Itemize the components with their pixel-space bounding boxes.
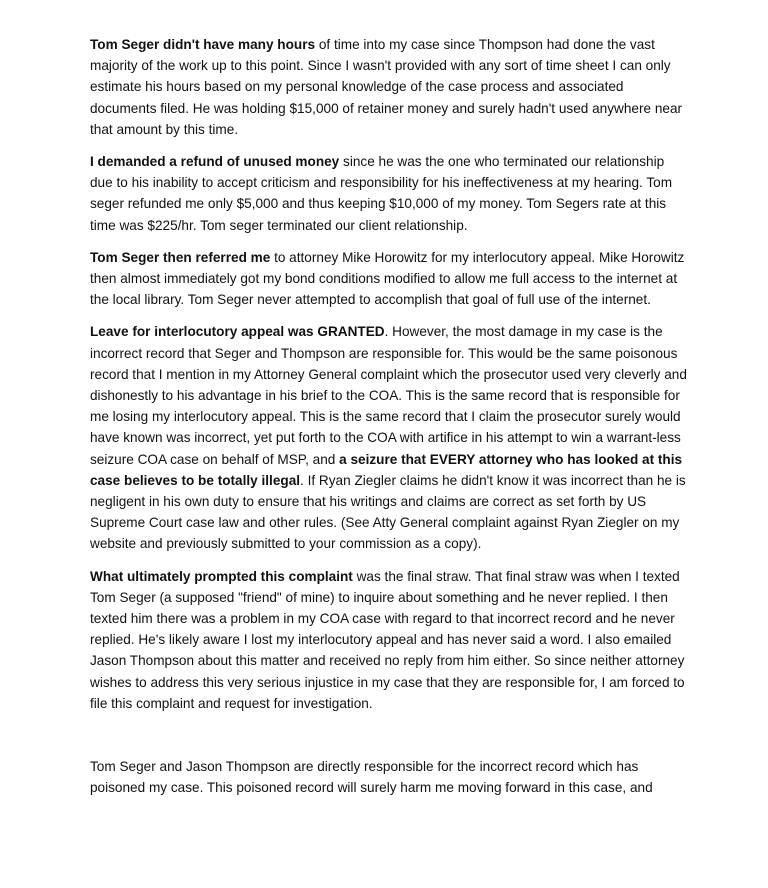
paragraph-lead: Leave for interlocutory appeal was GRANTED [90, 324, 385, 340]
paragraph-lead: Tom Seger didn't have many hours [90, 37, 316, 52]
paragraph-appeal [90, 321, 690, 554]
paragraph-lead: Tom Seger then referred me [90, 249, 271, 265]
paragraph-text: since he was the one who terminated our relationship due to his inability to accept criticism and responsibility for his ineffectiveness at my hearing. Tom seger refunded me only $5,000 and thus keeping $10,000 of my money. Tom Segers rate at this time was $225/hr. Tom seger terminated our client relationship. [90, 154, 673, 233]
paragraph-text: . If Ryan Ziegler claims he didn't know it was incorrect than he is negligent in his own duty to ensure that his writings and claims are correct as set forth by US Supreme Court case law and other rules. (See Atty General complaint against Ryan Ziegler on my website and previously submitted to your commission as a copy). [90, 472, 686, 552]
document-page [90, 34, 690, 810]
paragraph-text: of time into my case since Thompson had done the vast majority of the work up to this point. Since I wasn't provided with any sort of time sheet I can only estimate his hours based on my personal knowledge of the case process and associated documents filed. He was holding $15,000 of retainer money and surely hadn't used anywhere near that amount by this time. [90, 37, 683, 137]
paragraph-emphasis: a seizure that EVERY attorney who has looked at this case believes to be totally illegal [90, 451, 683, 488]
paragraph-conclusion [90, 756, 690, 798]
paragraph-text: Tom Seger and Jason Thompson are directly responsible for the incorrect record which has poisoned my case. This poisoned record will surely harm me moving forward in this case, and [90, 759, 653, 796]
paragraph-text: to attorney Mike Horowitz for my interlocutory appeal. Mike Horowitz then almost immediately got my bond conditions modified to allow me full access to the internet at the local library. Tom Seger never attempted to accomplish that goal of full use of the internet. [90, 249, 685, 308]
paragraph-lead: What ultimately prompted this complaint [90, 568, 353, 584]
paragraph-referral [90, 247, 690, 311]
paragraph-refund [90, 151, 690, 236]
paragraph-text: . However, the most damage in my case is the incorrect record that Seger and Thompson are responsible for. This would be the same poisonous record that I mention in my Attorney General complaint which the prosecutor used very cleverly and dishonestly to his advantage in his brief to the COA. This is the same record that is responsible for me losing my interlocutory appeal. This is the same record that I claim the prosecutor surely would have known was incorrect, yet put forth to the COA with artifice in his attempt to win a warrant-less seizure COA case on behalf of MSP, and [90, 324, 687, 467]
paragraph-lead: I demanded a refund of unused money [90, 154, 340, 170]
paragraph-text: was the final straw. That final straw was when I texted Tom Seger (a supposed "friend" of mine) to inquire about something and he never replied. I then texted him there was a problem in my COA case with regard to that incorrect record and he never replied. He's likely aware I lost my interlocutory appeal and has never said a word. I also emailed Jason Thompson about this matter and received no reply from him either. So since neither attorney wishes to address this very serious injustice in my case that they are responsible for, I am forced to file this complaint and request for investigation. [90, 568, 685, 711]
paragraph-prompted [90, 566, 690, 714]
paragraph-hours [90, 34, 690, 140]
